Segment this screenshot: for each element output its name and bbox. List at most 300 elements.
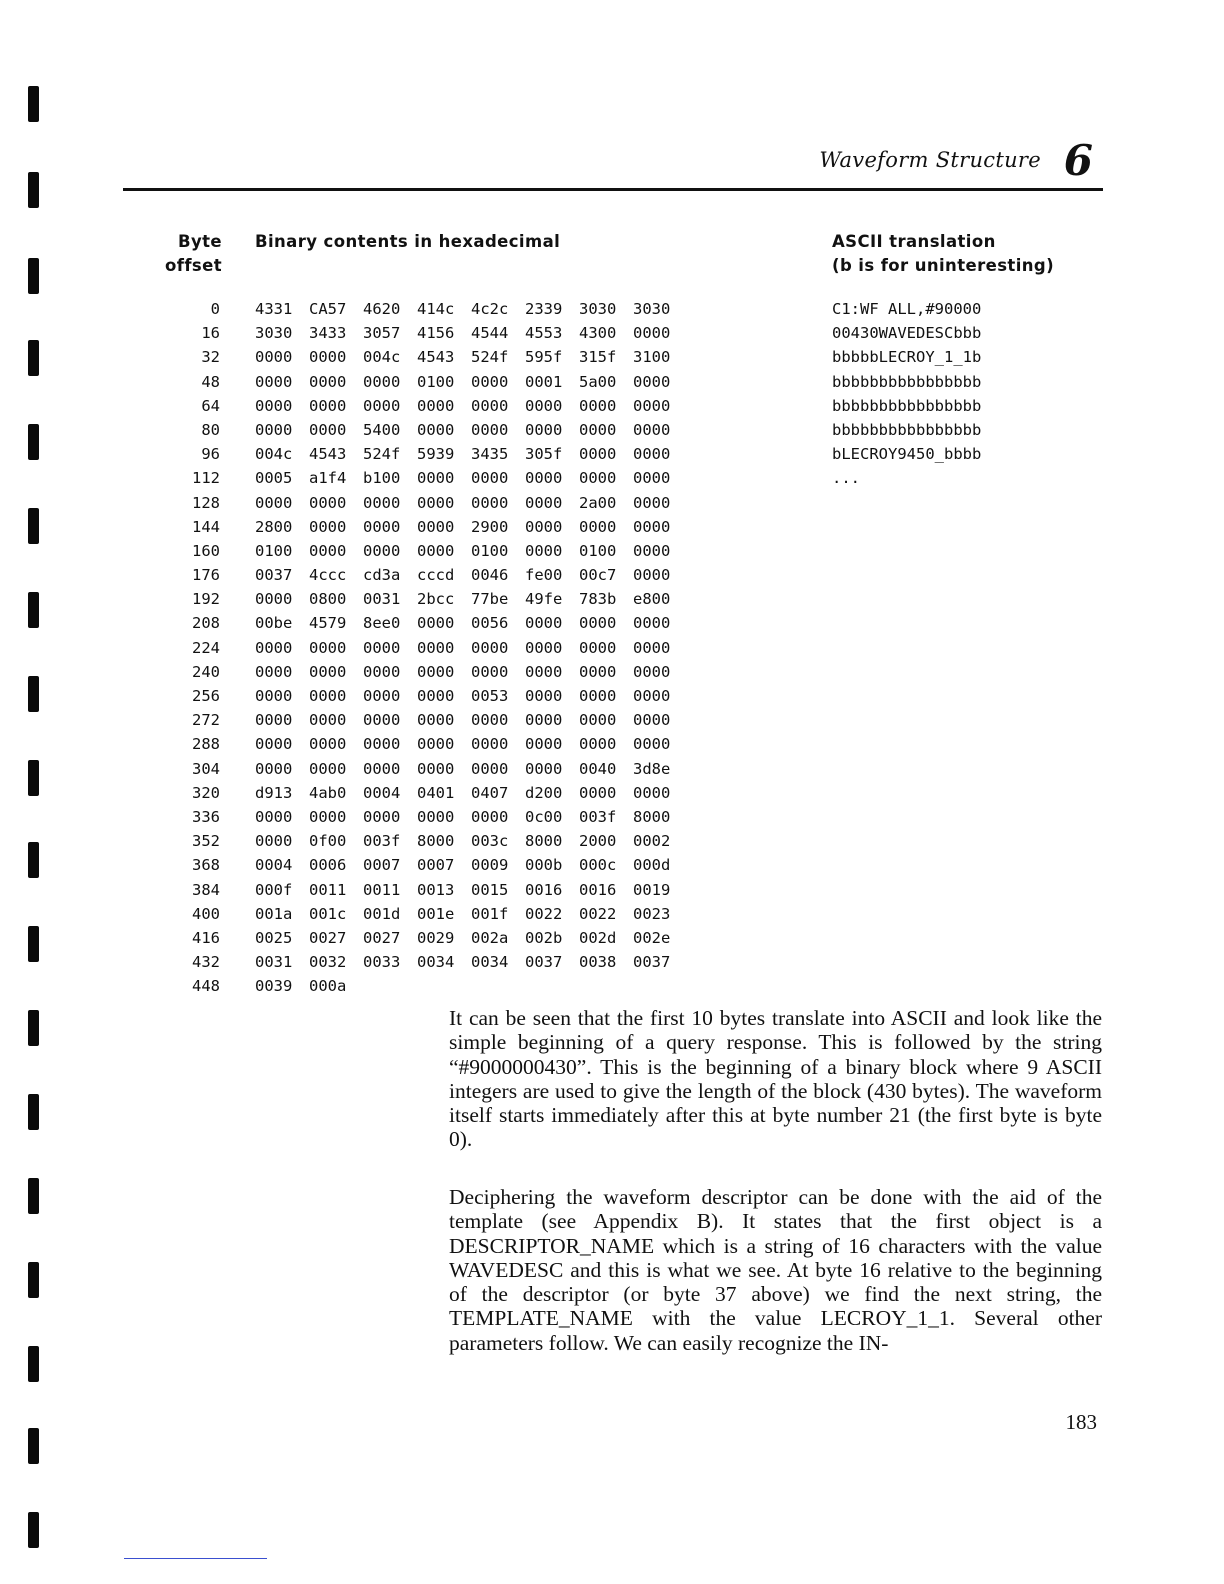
hex-row: [150, 297, 687, 321]
hex-word: 000a: [309, 977, 347, 996]
hex-words: [255, 636, 687, 660]
hex-word: 2800: [255, 517, 293, 536]
hex-words: [255, 853, 687, 877]
hex-word: 0000: [471, 735, 509, 754]
hex-word: 4620: [363, 300, 401, 318]
hex-word: 0022: [525, 904, 563, 923]
hex-words: [255, 950, 687, 974]
hex-word: 3030: [579, 300, 617, 318]
byte-offset: 128: [192, 493, 220, 512]
ascii-line: bbbbbbbbbbbbbbbb: [832, 420, 982, 439]
hex-word: cccd: [417, 566, 455, 585]
hex-word: 0000: [417, 735, 455, 754]
hex-word: 0016: [579, 880, 617, 899]
hex-row: [150, 781, 687, 805]
ascii-header-line1: ASCII translation: [832, 232, 996, 251]
hex-word: 0000: [579, 638, 617, 657]
hex-word: 0000: [363, 807, 401, 826]
byte-offset: 192: [192, 590, 220, 609]
hex-word: 0033: [363, 953, 401, 972]
paragraph-1: It can be seen that the first 10 bytes translate into ASCII and look like the simple beginning of a query response. This is followed by the string “#9000000430”. This is the beginning of a binary block where 9 ASCII integers are used to give the length of the block (430 bytes). The waveform itself starts immediately after this at byte number 21 (the first byte is byte 0).: [449, 1006, 1102, 1152]
hex-word: 3100: [633, 348, 671, 367]
hex-word: 3030: [255, 324, 293, 343]
byte-offset: 432: [192, 953, 220, 972]
hex-row: [150, 587, 687, 611]
hex-word: 414c: [417, 300, 455, 318]
hex-word: 0000: [417, 396, 455, 415]
hex-word: 0000: [417, 638, 455, 657]
hex-word: 0000: [309, 711, 347, 730]
hex-word: 001c: [309, 904, 347, 923]
hex-words: [255, 902, 687, 926]
hex-word: d913: [255, 783, 293, 802]
hex-word: 0000: [633, 566, 671, 585]
hex-words: [255, 660, 687, 684]
hex-word: 0016: [525, 880, 563, 899]
byte-offset: 48: [201, 372, 220, 391]
hex-word: fe00: [525, 566, 563, 585]
hex-word: 8ee0: [363, 614, 401, 633]
hex-word: 002e: [633, 928, 671, 947]
hex-word: 0000: [417, 687, 455, 705]
hex-word: 0056: [471, 614, 509, 633]
hex-word: 0025: [255, 928, 293, 947]
hex-word: 0000: [633, 662, 671, 681]
hex-word: 8000: [525, 832, 563, 851]
binding-hole: [28, 1010, 39, 1046]
hex-word: 4553: [525, 324, 563, 343]
ascii-line: bLECROY9450_bbbb: [832, 445, 982, 464]
hex-words: [255, 563, 687, 587]
hex-word: 3435: [471, 445, 509, 464]
hex-row: [150, 515, 687, 539]
hex-word: 524f: [363, 445, 401, 464]
binding-hole: [28, 1428, 39, 1464]
hex-row: [150, 708, 687, 732]
hex-word: 0000: [579, 517, 617, 536]
offset-column-header: [140, 230, 222, 278]
hex-word: 0000: [525, 638, 563, 657]
hex-word: 0000: [633, 735, 671, 754]
hex-word: 0000: [579, 420, 617, 439]
hex-word: 0000: [579, 469, 617, 488]
hex-word: 0015: [471, 880, 509, 899]
byte-offset: 320: [192, 783, 220, 802]
hex-word: 5400: [363, 420, 401, 439]
hex-word: 0000: [363, 711, 401, 730]
hex-words: [255, 442, 687, 466]
hex-words: [255, 491, 687, 515]
hex-word: 0000: [525, 420, 563, 439]
hex-word: 0100: [255, 541, 293, 560]
hex-word: 0000: [633, 396, 671, 415]
hex-word: 3433: [309, 324, 347, 343]
hex-word: 0000: [255, 493, 293, 512]
hex-word: 0000: [255, 711, 293, 730]
chapter-number: 6: [1063, 136, 1093, 185]
hex-word: 0000: [471, 493, 509, 512]
byte-offset: 256: [192, 687, 220, 705]
hex-word: 0000: [579, 783, 617, 802]
hex-word: 0000: [363, 396, 401, 415]
byte-offset: 240: [192, 662, 220, 681]
hex-row: [150, 732, 687, 756]
hex-word: 0032: [309, 953, 347, 972]
hex-words: [255, 757, 687, 781]
hex-word: 0000: [309, 541, 347, 560]
hex-word: 0000: [309, 517, 347, 536]
hex-row: [150, 466, 687, 490]
hex-word: 0c00: [525, 807, 563, 826]
hex-word: 0038: [579, 953, 617, 972]
hex-word: 002d: [579, 928, 617, 947]
hex-word: 0000: [417, 517, 455, 536]
hex-word: 0100: [417, 372, 455, 391]
hex-word: 0000: [309, 420, 347, 439]
hex-word: 8000: [633, 807, 671, 826]
hex-word: 4579: [309, 614, 347, 633]
hex-word: 0000: [525, 735, 563, 754]
hex-word: 0000: [255, 687, 293, 705]
hex-word: 0000: [309, 638, 347, 657]
hex-word: 0000: [309, 807, 347, 826]
hex-row: [150, 418, 687, 442]
byte-offset: 112: [192, 469, 220, 488]
hex-words: [255, 370, 687, 394]
hex-word: CA57: [309, 300, 347, 318]
hex-word: 0000: [525, 541, 563, 560]
hex-word: 3057: [363, 324, 401, 343]
hex-word: 0000: [579, 662, 617, 681]
hex-word: 0000: [309, 493, 347, 512]
byte-offset: 272: [192, 711, 220, 730]
hex-word: 0000: [471, 759, 509, 778]
binding-hole: [28, 424, 39, 460]
hex-word: 4ab0: [309, 783, 347, 802]
hex-word: 3d8e: [633, 759, 671, 778]
hex-word: 0000: [633, 541, 671, 560]
hex-word: 0000: [417, 807, 455, 826]
hex-dump-table: [150, 297, 687, 998]
hex-word: 0000: [525, 614, 563, 633]
hex-word: 0000: [309, 662, 347, 681]
hex-word: 0000: [363, 638, 401, 657]
hex-word: 0000: [471, 638, 509, 657]
hex-word: 0000: [309, 735, 347, 754]
hex-row: [150, 611, 687, 635]
hex-word: e800: [633, 590, 671, 609]
byte-offset: 176: [192, 566, 220, 585]
hex-row: [150, 853, 687, 877]
hex-word: 0011: [309, 880, 347, 899]
binding-hole: [28, 1262, 39, 1298]
hex-words: [255, 878, 687, 902]
hex-row: [150, 902, 687, 926]
hex-word: 315f: [579, 348, 617, 367]
hex-word: d200: [525, 783, 563, 802]
ascii-line: ...: [832, 469, 860, 488]
hex-row: [150, 878, 687, 902]
hex-word: 0000: [255, 759, 293, 778]
hex-words: [255, 297, 687, 321]
hex-word: 0007: [363, 856, 401, 875]
byte-offset: 80: [201, 420, 220, 439]
hex-word: 0000: [363, 687, 401, 705]
hex-word: 002b: [525, 928, 563, 947]
hex-word: 0800: [309, 590, 347, 609]
hex-words: [255, 418, 687, 442]
hex-words: [255, 515, 687, 539]
hex-words: [255, 732, 687, 756]
hex-word: 003c: [471, 832, 509, 851]
hex-header-label: Binary contents in hexadecimal: [255, 232, 561, 251]
hex-word: 0000: [471, 469, 509, 488]
hex-words: [255, 466, 687, 490]
binding-hole: [28, 172, 39, 208]
hex-word: 0000: [363, 759, 401, 778]
hex-word: 0000: [471, 807, 509, 826]
hex-word: 8000: [417, 832, 455, 851]
hex-word: 0000: [255, 638, 293, 657]
footnote-rule: [124, 1558, 267, 1559]
hex-word: 0000: [255, 832, 293, 851]
hex-word: 0000: [363, 662, 401, 681]
hex-words: [255, 321, 687, 345]
hex-word: 5a00: [579, 372, 617, 391]
hex-word: 0034: [417, 953, 455, 972]
binding-hole: [28, 86, 39, 122]
byte-offset: 384: [192, 880, 220, 899]
hex-word: 4c2c: [471, 300, 509, 318]
byte-offset: 32: [201, 348, 220, 367]
hex-word: 0006: [309, 856, 347, 875]
hex-word: 0000: [255, 807, 293, 826]
hex-word: 0000: [525, 711, 563, 730]
ascii-translation: [832, 297, 981, 491]
hex-row: [150, 539, 687, 563]
hex-row: [150, 491, 687, 515]
hex-word: 2000: [579, 832, 617, 851]
hex-word: 2a00: [579, 493, 617, 512]
byte-offset: 448: [192, 977, 220, 996]
hex-word: 0000: [579, 687, 617, 705]
hex-word: 004c: [255, 445, 293, 464]
hex-word: 0000: [417, 420, 455, 439]
hex-word: 77be: [471, 590, 509, 609]
paragraph-2: Deciphering the waveform descriptor can be done with the aid of the template (see Appendix B). It states that the first object is a DESCRIPTOR_NAME which is a string of 16 characters with the value WAVEDESC and this is what we see. At byte 16 relative to the beginning of the descriptor (or byte 37 above) we find the next string, the TEMPLATE_NAME with the value LECROY_1_1. Several other parameters follow. We can easily recognize the IN-: [449, 1185, 1102, 1355]
hex-word: 0000: [309, 759, 347, 778]
hex-word: 0019: [633, 880, 671, 899]
section-title: Waveform Structure: [819, 148, 1041, 172]
hex-word: 0005: [255, 469, 293, 488]
binding-hole: [28, 1346, 39, 1382]
hex-word: 0000: [471, 711, 509, 730]
hex-word: 0004: [255, 856, 293, 875]
hex-word: 0000: [633, 469, 671, 488]
hex-words: [255, 587, 687, 611]
hex-words: [255, 926, 687, 950]
hex-word: 0000: [525, 687, 563, 705]
hex-word: 0000: [633, 324, 671, 343]
binding-hole: [28, 842, 39, 878]
hex-word: 0000: [633, 372, 671, 391]
hex-word: 0000: [633, 687, 671, 705]
hex-word: 0000: [255, 396, 293, 415]
hex-word: 0000: [363, 493, 401, 512]
page-number: 183: [1065, 1410, 1097, 1434]
hex-row: [150, 321, 687, 345]
hex-word: 0037: [525, 953, 563, 972]
hex-word: 0000: [579, 445, 617, 464]
hex-row: [150, 926, 687, 950]
binding-hole: [28, 592, 39, 628]
hex-word: 0000: [579, 711, 617, 730]
hex-row: [150, 394, 687, 418]
hex-word: 0000: [579, 396, 617, 415]
hex-word: 305f: [525, 445, 563, 464]
hex-word: 000c: [579, 856, 617, 875]
hex-word: 3030: [633, 300, 671, 318]
hex-word: 003f: [363, 832, 401, 851]
hex-word: 0000: [417, 759, 455, 778]
ascii-line: bbbbbbbbbbbbbbbb: [832, 396, 982, 415]
byte-offset: 304: [192, 759, 220, 778]
hex-word: 001d: [363, 904, 401, 923]
hex-word: 0000: [633, 517, 671, 536]
hex-word: 0037: [255, 566, 293, 585]
hex-word: 0000: [255, 662, 293, 681]
hex-word: 000b: [525, 856, 563, 875]
hex-word: 0022: [579, 904, 617, 923]
byte-offset: 160: [192, 541, 220, 560]
offset-header-line1: Byte: [177, 232, 222, 251]
ascii-line: C1:WF ALL,#90000: [832, 300, 982, 318]
hex-word: 0000: [363, 735, 401, 754]
hex-row: [150, 442, 687, 466]
hex-word: a1f4: [309, 469, 347, 488]
hex-word: 4331: [255, 300, 293, 318]
hex-word: 0000: [633, 493, 671, 512]
hex-word: 0000: [255, 590, 293, 609]
hex-word: 003f: [579, 807, 617, 826]
hex-row: [150, 636, 687, 660]
hex-word: 0000: [363, 517, 401, 536]
byte-offset: 64: [201, 396, 220, 415]
hex-word: 4ccc: [309, 566, 347, 585]
hex-word: 0000: [633, 420, 671, 439]
binding-hole: [28, 926, 39, 962]
hex-word: 0000: [471, 396, 509, 415]
hex-words: [255, 539, 687, 563]
hex-word: 0040: [579, 759, 617, 778]
hex-word: 0031: [255, 953, 293, 972]
hex-word: 0000: [417, 493, 455, 512]
hex-word: 0401: [417, 783, 455, 802]
hex-row: [150, 660, 687, 684]
hex-word: 0000: [633, 638, 671, 657]
hex-word: 0027: [309, 928, 347, 947]
hex-words: [255, 708, 687, 732]
ascii-line: bbbbbbbbbbbbbbbb: [832, 372, 982, 391]
hex-words: [255, 829, 687, 853]
byte-offset: 0: [210, 300, 220, 318]
hex-word: 000d: [633, 856, 671, 875]
hex-word: 2900: [471, 517, 509, 536]
ascii-line: 00430WAVEDESCbbb: [832, 324, 982, 343]
hex-word: 001e: [417, 904, 455, 923]
hex-word: 4156: [417, 324, 455, 343]
hex-word: 0000: [417, 614, 455, 633]
hex-word: 2339: [525, 300, 563, 318]
hex-word: 49fe: [525, 590, 563, 609]
hex-word: 00c7: [579, 566, 617, 585]
hex-word: 595f: [525, 348, 563, 367]
hex-word: 0000: [309, 687, 347, 705]
hex-word: 0000: [255, 420, 293, 439]
header-rule: [123, 188, 1103, 191]
hex-word: 0000: [417, 662, 455, 681]
byte-offset: 336: [192, 807, 220, 826]
hex-word: 0000: [471, 662, 509, 681]
hex-word: 00be: [255, 614, 293, 633]
hex-word: b100: [363, 469, 401, 488]
hex-words: [255, 345, 687, 369]
hex-word: 0100: [471, 541, 509, 560]
hex-word: 0013: [417, 880, 455, 899]
hex-row: [150, 370, 687, 394]
binding-hole: [28, 760, 39, 796]
hex-word: 0000: [363, 372, 401, 391]
hex-word: 0000: [525, 759, 563, 778]
hex-row: [150, 563, 687, 587]
hex-word: 783b: [579, 590, 617, 609]
hex-word: 0f00: [309, 832, 347, 851]
hex-word: cd3a: [363, 566, 401, 585]
ascii-header-line2: (b is for uninteresting): [832, 256, 1055, 275]
hex-word: 0000: [633, 783, 671, 802]
byte-offset: 144: [192, 517, 220, 536]
hex-word: 0000: [633, 445, 671, 464]
hex-word: 0000: [471, 372, 509, 391]
hex-word: 0027: [363, 928, 401, 947]
hex-word: 0037: [633, 953, 671, 972]
byte-offset: 208: [192, 614, 220, 633]
hex-word: 0407: [471, 783, 509, 802]
binding-hole: [28, 340, 39, 376]
hex-row: [150, 805, 687, 829]
hex-word: 4543: [309, 445, 347, 464]
hex-row: [150, 345, 687, 369]
hex-word: 0053: [471, 687, 509, 705]
hex-row: [150, 829, 687, 853]
hex-word: 0034: [471, 953, 509, 972]
byte-offset: 400: [192, 904, 220, 923]
hex-word: 0009: [471, 856, 509, 875]
hex-row: [150, 974, 687, 998]
hex-word: 0000: [309, 348, 347, 367]
hex-word: 000f: [255, 880, 293, 899]
hex-word: 0000: [417, 541, 455, 560]
hex-row: [150, 950, 687, 974]
binding-hole: [28, 508, 39, 544]
hex-word: 0000: [633, 711, 671, 730]
hex-word: 004c: [363, 348, 401, 367]
hex-word: 0100: [579, 541, 617, 560]
hex-word: 001f: [471, 904, 509, 923]
binding-hole: [28, 1094, 39, 1130]
hex-word: 2bcc: [417, 590, 455, 609]
hex-word: 0011: [363, 880, 401, 899]
